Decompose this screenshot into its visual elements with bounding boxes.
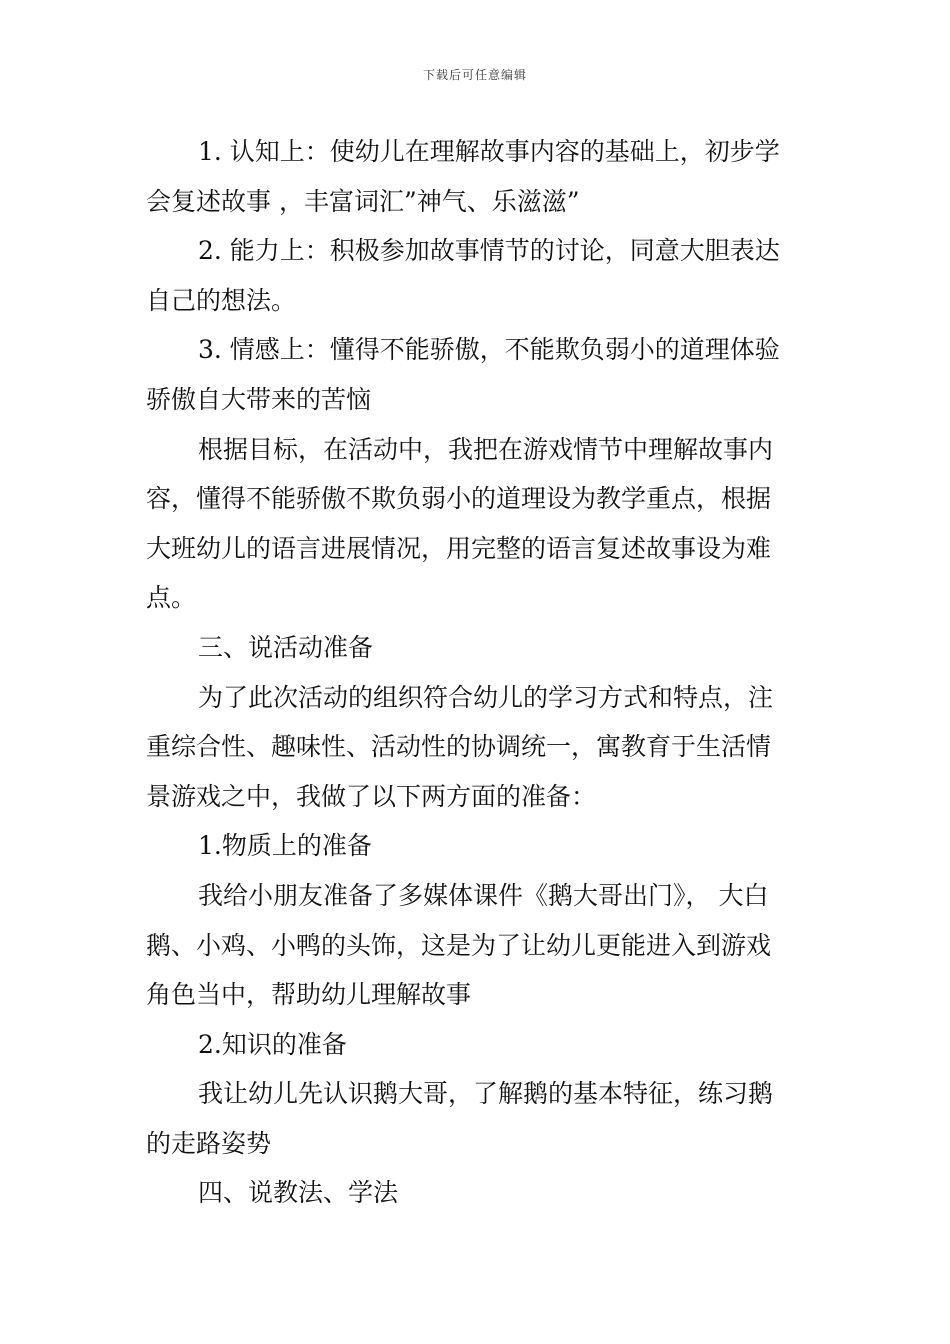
text-line: 三、说活动准备: [198, 632, 374, 662]
text-line: 会复述故事 ，丰富词汇”神气、乐滋滋”: [146, 186, 580, 216]
text-line: 根据目标，在活动中，我把在游戏情节中理解故事内: [198, 434, 774, 464]
text-line: 骄傲自大带来的苦恼: [146, 384, 372, 414]
text-line: 点。: [146, 583, 197, 613]
text-line: 2. 能力上：积极参加故事情节的讨论，同意大胆表达: [198, 236, 780, 266]
text-line: 为了此次活动的组织符合幼儿的学习方式和特点，注: [198, 682, 774, 712]
text-line: 四、说教法、学法: [198, 1178, 399, 1208]
text-line: 的走路姿势: [146, 1128, 272, 1158]
text-line: 角色当中，帮助幼儿理解故事: [146, 980, 472, 1010]
text-line: 大班幼儿的语言进展情况，用完整的语言复述故事设为难: [146, 533, 772, 563]
text-line: 鹅、小鸡、小鸭的头饰，这是为了让幼儿更能进入到游戏: [146, 930, 772, 960]
document-body: [146, 127, 810, 1218]
text-line: 2.知识的准备: [198, 1029, 347, 1059]
text-line: 重综合性、趣味性、活动性的协调统一，寓教育于生活情: [146, 732, 772, 762]
text-line: 1.物质上的准备: [198, 831, 372, 861]
text-line: 我让幼儿先认识鹅大哥，了解鹅的基本特征，练习鹅: [198, 1079, 774, 1109]
page-header: 下载后可任意编辑: [422, 68, 527, 82]
text-line: 容，懂得不能骄傲不欺负弱小的道理设为教学重点，根据: [146, 484, 772, 514]
text-line: 自己的想法。: [146, 285, 297, 315]
text-line: 我给小朋友准备了多媒体课件《鹅大哥出门》， 大白: [198, 880, 769, 910]
text-line: 景游戏之中，我做了以下两方面的准备：: [146, 781, 597, 811]
text-line: 1. 认知上：使幼儿在理解故事内容的基础上，初步学: [198, 137, 780, 166]
text-line: 3. 情感上：懂得不能骄傲，不能欺负弱小的道理体验: [198, 335, 780, 365]
